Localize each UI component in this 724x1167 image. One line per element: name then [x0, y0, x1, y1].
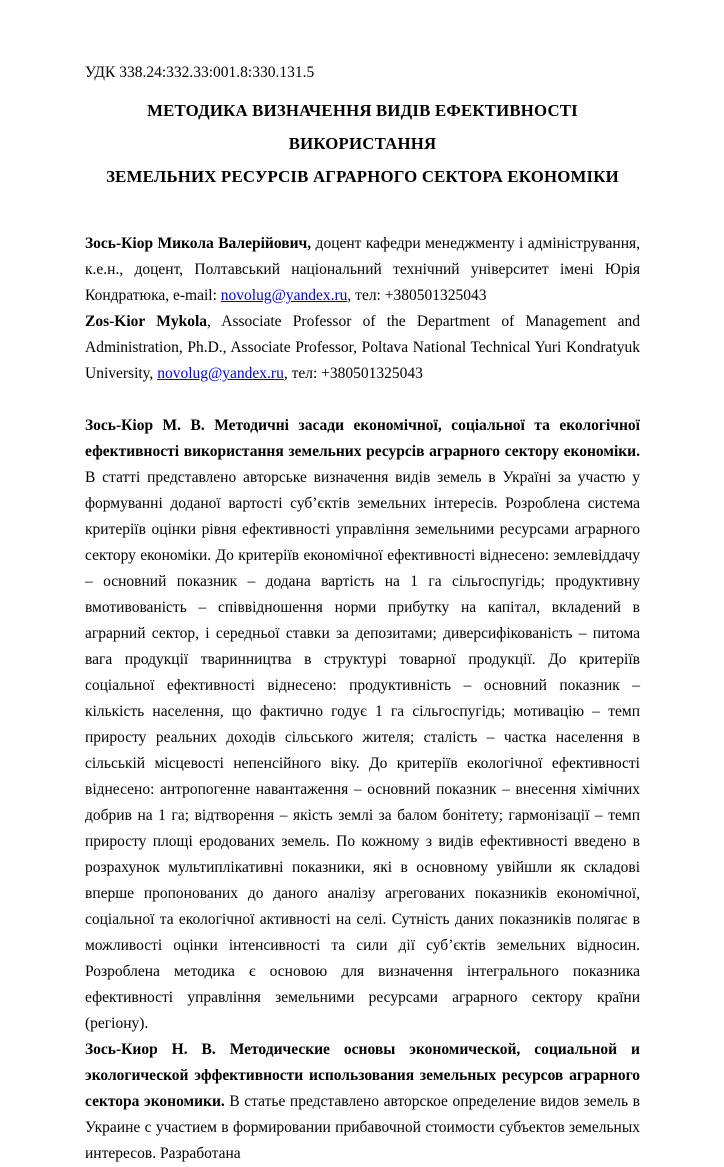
- author-phone-english: , тел: +380501325043: [283, 365, 423, 382]
- abstract-russian-heading: Зось-Киор Н. В. Методические основы экономической, социальной и экологической эффективности использования земельных ресурсов аграрного сектора экономики.: [85, 1041, 640, 1110]
- author-block-ukrainian: [85, 231, 640, 309]
- author-affiliation-english: , Associate Professor of the Department of Management and Administration, Ph.D., Associate Professor, Poltava National Technical Yuri Kondratyuk University,: [85, 313, 640, 382]
- abstract-ukrainian: [85, 413, 640, 1037]
- article-title-line-1: МЕТОДИКА ВИЗНАЧЕННЯ ВИДІВ ЕФЕКТИВНОСТІ ВИКОРИСТАННЯ: [147, 101, 578, 153]
- author-email-link-ukrainian[interactable]: novolug@yandex.ru: [220, 287, 348, 304]
- udc-code: УДК 338.24:332.33:001.8:330.131.5: [85, 64, 315, 81]
- abstract-russian: [85, 1037, 640, 1167]
- author-phone-ukrainian: , тел: +380501325043: [347, 287, 487, 304]
- article-title-line-2: ЗЕМЕЛЬНИХ РЕСУРСІВ АГРАРНОГО СЕКТОРА ЕКОНОМІКИ: [106, 167, 619, 186]
- article-title: [85, 94, 640, 193]
- author-name-ukrainian: Зось-Кіор Микола Валерійович,: [85, 235, 312, 252]
- author-block-english: [85, 309, 640, 387]
- author-affiliation-ukrainian: доцент кафедри менеджменту і адміністрування, к.е.н., доцент, Полтавський національний технічний університет імені Юрія Кондратюка, e-mail:: [85, 235, 640, 304]
- abstract-ukrainian-heading: Зось-Кіор М. В. Методичні засади економічної, соціальної та екологічної ефективності використання земельних ресурсів аграрного сектору економіки.: [85, 417, 640, 460]
- author-name-english: Zos-Kior Mykola: [85, 313, 208, 330]
- author-email-link-english[interactable]: novolug@yandex.ru: [157, 365, 284, 382]
- abstract-russian-text: В статье представлено авторское определение видов земель в Украине с участием в формировании прибавочной стоимости субъектов земельных интересов. Разработана: [85, 1093, 640, 1162]
- abstract-ukrainian-text: В статті представлено авторське визначення видів земель в Україні за участю у формуванні доданої вартості суб’єктів земельних інтересів. Розроблена система критеріїв оцінки рівня ефективності управління земельними ресурсами аграрного сектору економіки. До критеріїв економічної ефективності віднесено: землевіддачу – основний показник – додана вартість на 1 га сільгоспугідь; продуктивну вмотивованість – співвідношення норми прибутку на капітал, вкладений в аграрний сектор, і середньої ставки за депозитами; диверсифікованість – питома вага продукції тваринництва в структурі товарної продукції. До критеріїв соціальної ефективності віднесено: продуктивність – основний показник – кількість населення, що фактично годує 1 га сільгоспугідь; мотивацію – темп приросту реальних доходів сільського жителя; сталість – частка населення в сільській місцевості непенсійного віку. До критеріїв екологічної ефективності віднесено: антропогенне навантаження – основний показник – внесення хімічних добрив на 1 га; відтворення – якість землі за балом бонітету; гармонізації – темп приросту площі еродованих земель. По кожному з видів ефективності введено в розрахунок мультиплікативні показники, які в основному увійшли як складові вперше пропонованих до даного аналізу агрегованих показників економічної, соціальної та екологічної активності на селі. Сутність даних показників полягає в можливості оцінки інтенсивності та сили дії суб’єктів земельних відносин. Розроблена методика є основою для визначення інтегрального показника ефективності управління земельними ресурсами аграрного сектору країни (регіону).: [85, 469, 640, 1032]
